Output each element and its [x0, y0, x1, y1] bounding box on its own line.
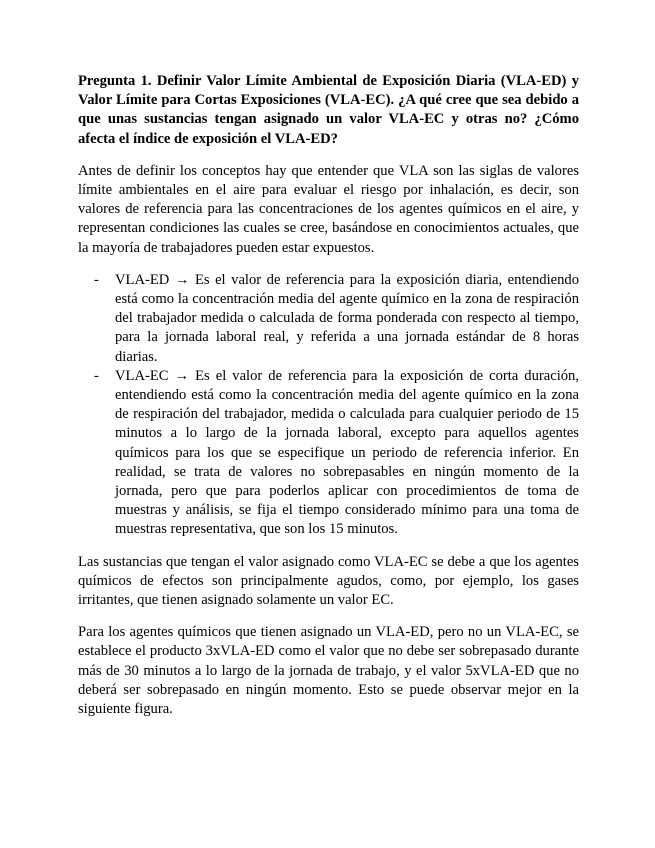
question-heading: Pregunta 1. Definir Valor Límite Ambiental de Exposición Diaria (VLA-ED) y Valor Límite para Cortas Exposiciones (VLA-EC). ¿A qué cree que sea debido a que unas sustancias tengan asignado un valor VLA-EC y otras no? ¿Cómo afecta el índice de exposición el VLA-ED?	[78, 73, 579, 147]
vla-ec-paragraph: Las sustancias que tengan el valor asignado como VLA-EC se debe a que los agentes químicos de efectos son principalmente agudos, como, por ejemplo, los gases irritantes, que tienen asignado solamente un valor EC.	[78, 553, 579, 609]
document-page	[78, 72, 579, 732]
list-item-vla-ec	[78, 367, 579, 540]
definition-vla-ec: VLA-EC → Es el valor de referencia para la exposición de corta duración, entendiendo está como la concentración media del agente químico en la zona de respiración del trabajador, medida o calculada para cualquier periodo de 15 minutos a lo largo de la jornada laboral, excepto para aquellos agentes químicos para los que se especifique un periodo de referencia inferior. En realidad, se trata de valores no sobrepasables en ningún momento de la jornada, pero que para poderlos aplicar con procedimientos de toma de muestras y análisis, se fija el tiempo considerado mínimo para una toma de muestras representativa, que son los 15 minutos.	[115, 367, 579, 538]
bullet-dash: -	[94, 367, 99, 384]
vla-ed-paragraph: Para los agentes químicos que tienen asignado un VLA-ED, pero no un VLA-EC, se establece el producto 3xVLA-ED como el valor que no debe ser sobrepasado durante más de 30 minutos a lo largo de la jornada de trabajo, y el valor 5xVLA-ED que no deberá ser sobrepasado en ningún momento. Esto se puede observar mejor en la siguiente figura.	[78, 624, 579, 718]
intro-paragraph: Antes de definir los conceptos hay que entender que VLA son las siglas de valores límite ambientales en el aire para evaluar el riesgo por inhalación, es decir, son valores de referencia para las concentraciones de los agentes químicos en el aire, y representan condiciones las cuales se cree, basándose en conocimientos actuales, que la mayoría de trabajadores pueden estar expuestos.	[78, 162, 579, 256]
bullet-dash: -	[94, 271, 99, 288]
definitions-list	[78, 271, 579, 540]
list-item-vla-ed	[78, 271, 579, 367]
definition-vla-ed: VLA-ED → Es el valor de referencia para la exposición diaria, entendiendo está como la concentración media del agente químico en la zona de respiración del trabajador medida o calculada de forma ponderada con respecto al tiempo, para la jornada laboral real, y referida a una jornada estándar de 8 horas diarias.	[115, 271, 579, 365]
